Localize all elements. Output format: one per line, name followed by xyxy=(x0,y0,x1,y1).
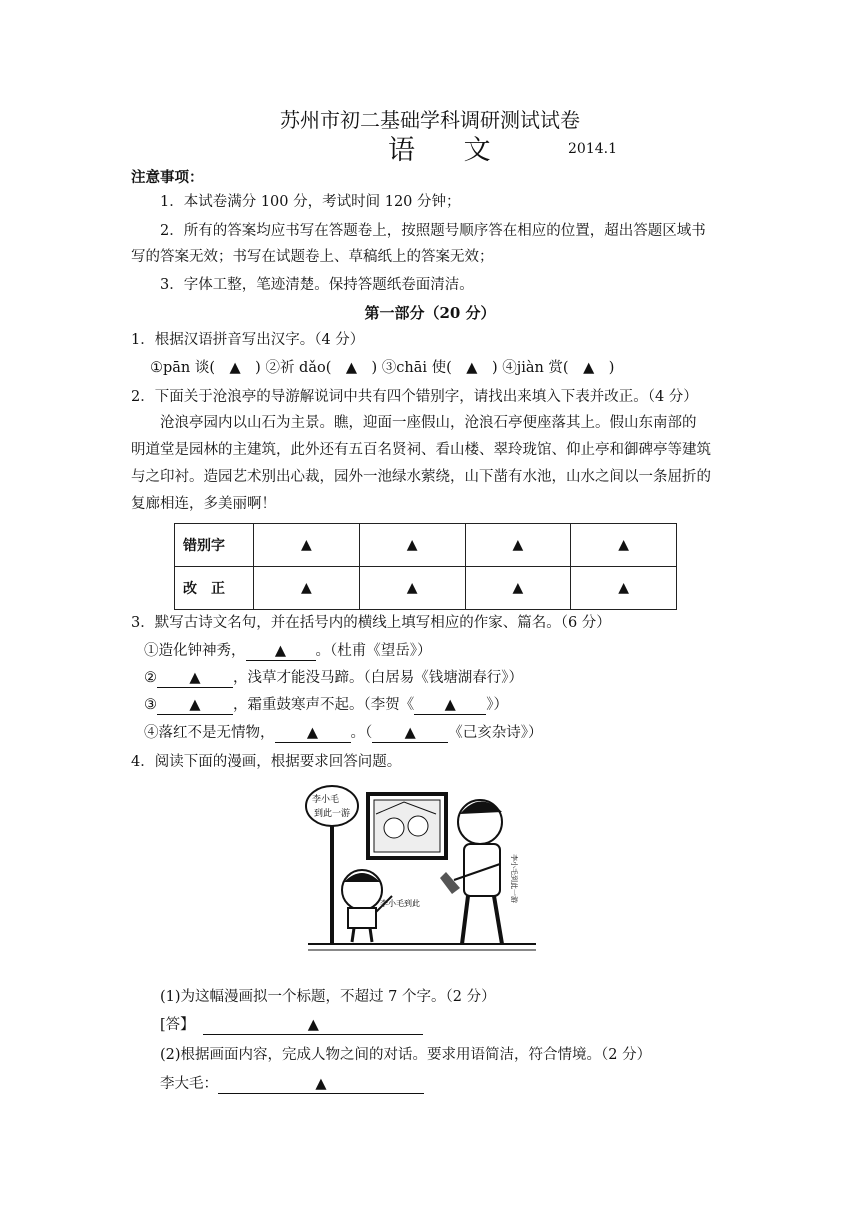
q2-paragraph-2: 明道堂是园林的主建筑，此外还有五百名贤祠、看山楼、翠玲珑馆、仰止亭和御碑亭等建筑 xyxy=(131,442,711,458)
part1-heading: 第一部分（20 分） xyxy=(364,304,496,322)
answer-blank[interactable]: ▲ xyxy=(414,697,486,715)
correction-table xyxy=(174,523,677,610)
answer-label: [答】 xyxy=(160,1017,195,1033)
q1-items: ①pān 谈( ▲ ) ②祈 dǎo( ▲ ) ③chāi 使( ▲ ) ④jiàn 赏( ▲ ) xyxy=(150,360,615,376)
speaker-label: 李大毛： xyxy=(160,1076,218,1092)
table-row xyxy=(175,524,677,567)
q3-item-4 xyxy=(144,722,543,744)
q3-item-3-pre: ③ xyxy=(144,697,157,713)
dialogue-answer-blank[interactable]: ▲ xyxy=(218,1076,424,1094)
answer-blank[interactable]: ▲ xyxy=(275,725,351,743)
row-label-wrong: 错别字 xyxy=(175,524,254,567)
answer-cell[interactable]: ▲ xyxy=(359,524,465,567)
side-graffiti: 李小毛到此一游 xyxy=(510,854,518,903)
subject-title: 语 文 xyxy=(388,135,511,166)
q1-stem: 1．根据汉语拼音写出汉字。（4 分） xyxy=(131,332,365,348)
q3-item-1 xyxy=(144,640,432,662)
q3-item-3-post: 》） xyxy=(486,697,508,713)
answer-cell[interactable]: ▲ xyxy=(359,567,465,610)
note-item-1: 1．本试卷满分 100 分，考试时间 120 分钟； xyxy=(160,194,461,210)
q4-stem: 4．阅读下面的漫画，根据要求回答问题。 xyxy=(131,754,402,770)
table-row xyxy=(175,567,677,610)
q4-answer-line xyxy=(160,1014,423,1036)
cartoon-illustration xyxy=(304,784,540,958)
q2-paragraph-1: 沧浪亭园内以山石为主景。瞧，迎面一座假山，沧浪石亭便座落其上。假山东南部的 xyxy=(160,415,697,431)
answer-blank[interactable]: ▲ xyxy=(246,643,316,661)
answer-cell[interactable]: ▲ xyxy=(254,567,360,610)
answer-cell[interactable]: ▲ xyxy=(465,567,571,610)
q3-item-3 xyxy=(144,694,508,716)
sign-text: 李小毛 xyxy=(312,795,340,805)
q2-stem: 2．下面关于沧浪亭的导游解说词中共有四个错别字，请找出来填入下表并改正。（4 分） xyxy=(131,389,698,405)
q3-item-4-post: 《己亥杂诗》） xyxy=(448,725,543,741)
q4-sub1: (1)为这幅漫画拟一个标题，不超过 7 个字。（2 分） xyxy=(160,989,496,1005)
q4-sub2: (2)根据画面内容，完成人物之间的对话。要求用语简洁，符合情境。（2 分） xyxy=(160,1047,652,1063)
q3-item-2 xyxy=(144,667,523,689)
note-item-3: 3．字体工整，笔迹清楚。保持答题纸卷面清洁。 xyxy=(160,277,474,293)
q3-item-1-post: 。（杜甫《望岳》） xyxy=(315,643,432,659)
answer-blank[interactable]: ▲ xyxy=(372,725,448,743)
notes-heading: 注意事项： xyxy=(131,169,204,186)
answer-blank[interactable]: ▲ xyxy=(157,670,233,688)
q3-item-4-pre: ④落红不是无情物， xyxy=(144,725,275,741)
q3-item-2-pre: ② xyxy=(144,670,157,686)
q3-item-2-post: ，浅草才能没马蹄。（白居易《钱塘湖春行》） xyxy=(233,670,523,686)
q2-paragraph-4: 复廊相连，多美丽啊！ xyxy=(131,496,276,512)
answer-cell[interactable]: ▲ xyxy=(571,524,677,567)
q3-item-3-mid: ，霜重鼓寒声不起。（李贺《 xyxy=(233,697,415,713)
answer-cell[interactable]: ▲ xyxy=(254,524,360,567)
answer-cell[interactable]: ▲ xyxy=(465,524,571,567)
exam-title: 苏州市初二基础学科调研测试试卷 xyxy=(280,108,580,132)
q3-item-4-mid: 。（ xyxy=(350,725,373,741)
note-item-2a: 2．所有的答案均应书写在答题卷上，按照题号顺序答在相应的位置，超出答题区域书 xyxy=(160,223,706,239)
note-item-2b: 写的答案无效；书写在试题卷上、草稿纸上的答案无效； xyxy=(131,249,494,265)
wall-graffiti: 李小毛到此 xyxy=(380,899,420,908)
q2-paragraph-3: 与之印衬。造园艺术别出心裁，园外一池绿水萦绕，山下凿有水池，山水之间以一条屈折的 xyxy=(131,469,711,485)
row-label-correct: 改 正 xyxy=(175,567,254,610)
answer-cell[interactable]: ▲ xyxy=(571,567,677,610)
q3-item-1-pre: ①造化钟神秀， xyxy=(144,643,246,659)
q4-dialogue-line xyxy=(160,1073,424,1095)
sign-text-2: 到此一游 xyxy=(314,809,351,819)
q3-stem: 3．默写古诗文名句，并在括号内的横线上填写相应的作家、篇名。（6 分） xyxy=(131,615,611,631)
exam-date: 2014.1 xyxy=(568,141,617,157)
answer-blank[interactable]: ▲ xyxy=(157,697,233,715)
title-answer-blank[interactable]: ▲ xyxy=(203,1017,423,1035)
